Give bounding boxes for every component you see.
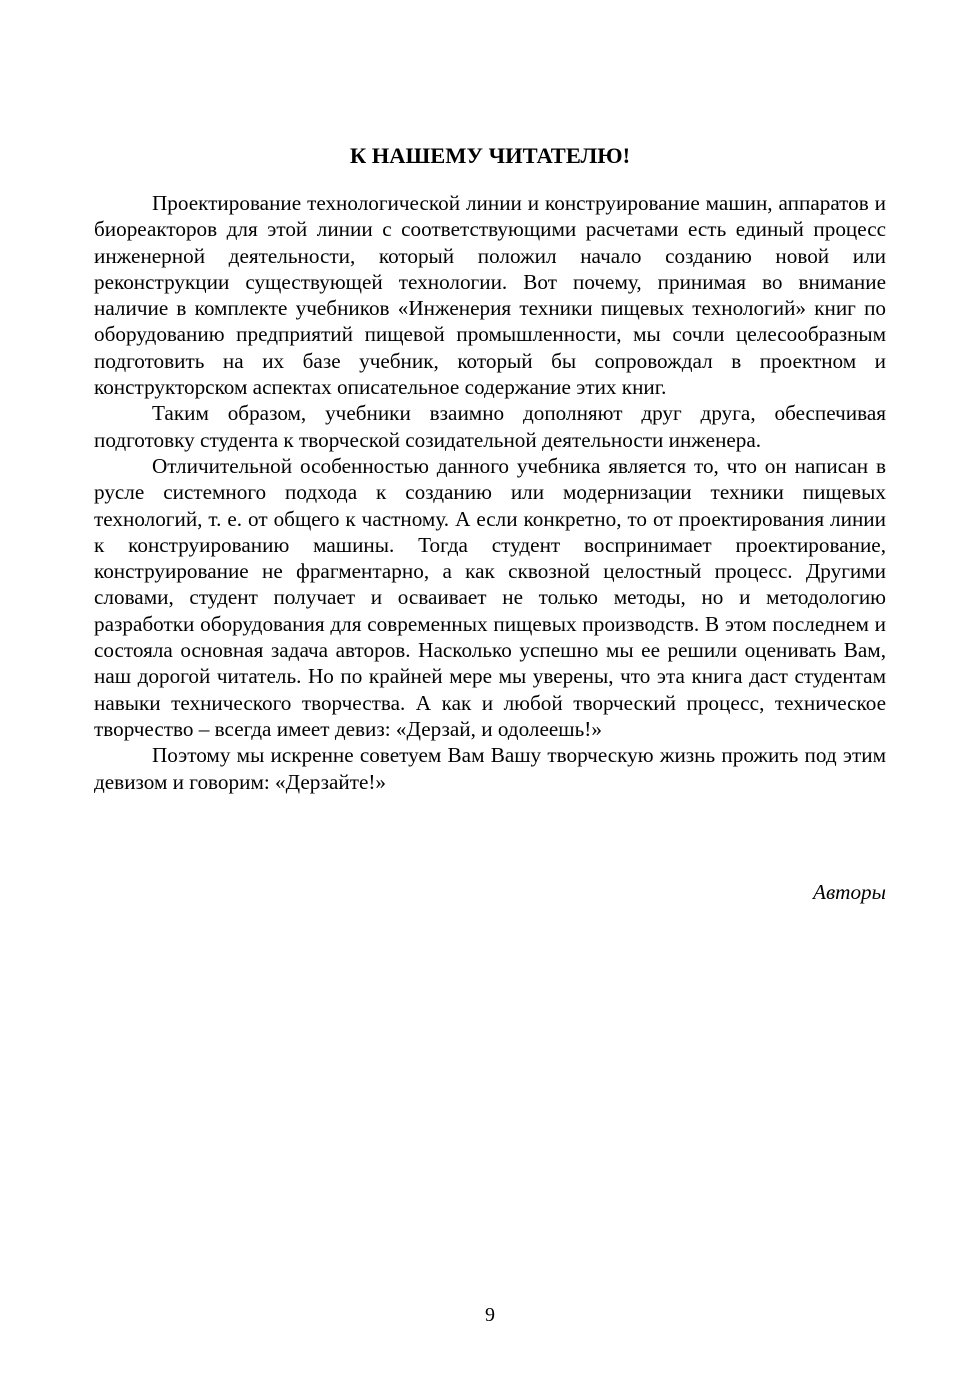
page-number: 9: [485, 1304, 495, 1326]
paragraph-2: Таким образом, учебники взаимно дополняют друг друга, обеспечивая подготовку студента к творческой созидательной деятельности инженера.: [94, 401, 886, 452]
signature: Авторы: [813, 880, 886, 904]
paragraph-3: Отличительной особенностью данного учебника является то, что он написан в русле системного подхода к созданию или модернизации техники пищевых технологий, т. е. от общего к частному. А если конкретно, то от проектирования линии к конструированию машины. Тогда студент воспринимает проектирование, конструирование не фрагментарно, а как сквозной целостный процесс. Другими словами, студент получает и осваивает не только методы, но и методологию разработки оборудования для современных пищевых производств. В этом последнем и состояла основная задача авторов. Насколько успешно мы ее решили оценивать Вам, наш дорогой читатель. Но по крайней мере мы уверены, что эта книга даст студентам навыки технического творчества. А как и любой творческий процесс, техническое творчество – всегда имеет девиз: «Дерзай, и одолеешь!»: [94, 453, 886, 741]
page-title: К НАШЕМУ ЧИТАТЕЛЮ!: [349, 143, 631, 168]
body-text: [94, 190, 886, 795]
paragraph-4: Поэтому мы искренне советуем Вам Вашу творческую жизнь прожить под этим девизом и говорим: «Дерзайте!»: [94, 743, 886, 794]
paragraph-1: Проектирование технологической линии и конструирование машин, аппаратов и биореакторов для этой линии с соответствующими расчетами есть единый процесс инженерной деятельности, который положил начало созданию новой или реконструкции существующей технологии. Вот почему, принимая во внимание наличие в комплекте учебников «Инженерия техники пищевых технологий» книг по оборудованию предприятий пищевой промышленности, мы сочли целесообразным подготовить на их базе учебник, который бы сопровождал в проектном и конструкторском аспектах описательное содержание этих книг.: [94, 191, 886, 400]
